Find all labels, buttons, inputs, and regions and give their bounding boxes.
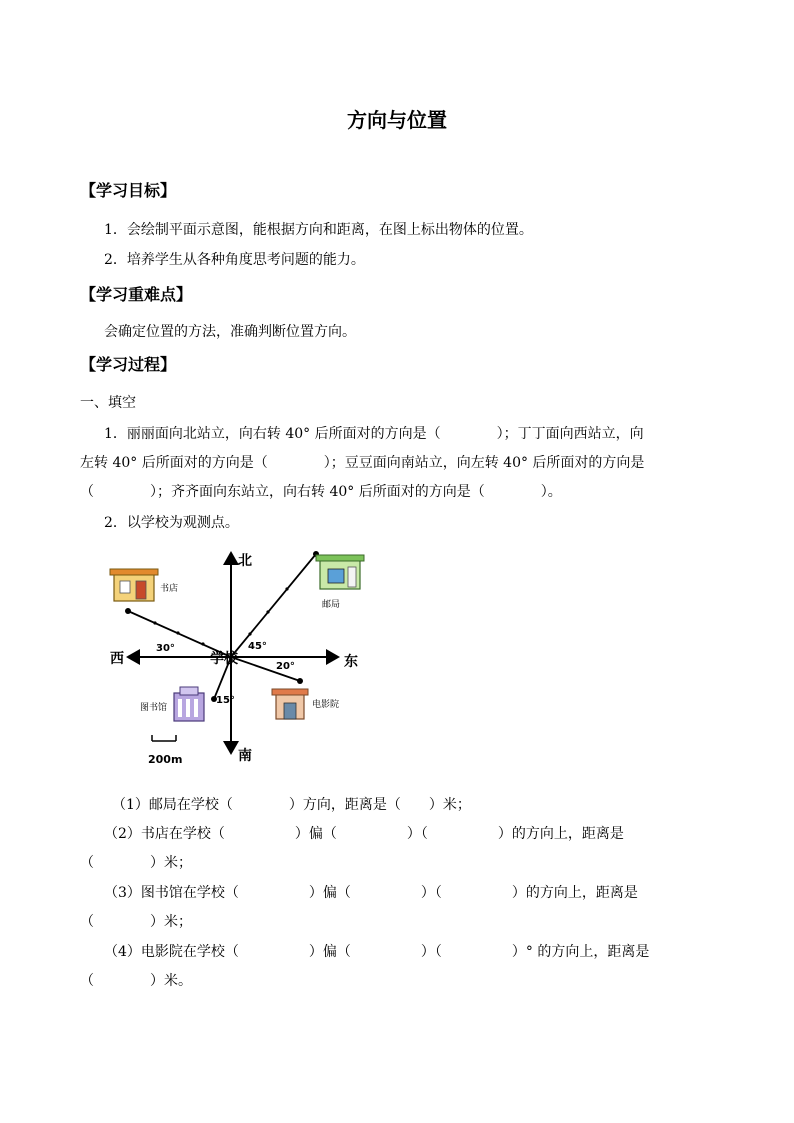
key-points-heading: 【学习重难点】 (80, 285, 193, 304)
process-heading: 【学习过程】 (80, 355, 177, 374)
angle-northeast: 45° (248, 641, 267, 652)
point-cinema (297, 678, 303, 684)
q1-line-1: 1．丽丽面向北站立，向右转 40° 后所面对的方向是（ ）；丁丁面向西站立，向 (104, 426, 644, 442)
tick-mark (248, 632, 251, 635)
cinema-icon (272, 689, 308, 719)
goals-heading: 【学习目标】 (80, 181, 177, 200)
key-points-text: 会确定位置的方法，准确判断位置方向。 (104, 324, 356, 340)
subq-4-line-2: （ ）米。 (80, 973, 192, 989)
label-west: 西 (110, 651, 124, 667)
bookstore-icon (110, 569, 158, 601)
ray-post-office (231, 554, 316, 657)
label-bookstore: 书店 (160, 584, 179, 594)
goal-item-1: 1．会绘制平面示意图，能根据方向和距离，在图上标出物体的位置。 (104, 222, 533, 238)
library-icon (174, 687, 204, 721)
label-school: 学校 (210, 651, 238, 667)
subq-4-line-1: （4）电影院在学校（ ）偏（ ）（ ）° 的方向上，距离是 (104, 944, 650, 960)
section-fill-blank: 一、填空 (80, 395, 136, 411)
angle-southwest: 15° (216, 695, 235, 706)
subq-2-line-2: （ ）米； (80, 855, 192, 871)
label-east: 东 (344, 654, 358, 670)
tick-mark (285, 587, 288, 590)
scale-bar (152, 735, 176, 741)
scale-label: 200m (148, 753, 183, 766)
label-library: 图书馆 (140, 703, 168, 713)
point-bookstore (125, 608, 131, 614)
q1-line-2: 左转 40° 后所面对的方向是（ ）；豆豆面向南站立，向左转 40° 后所面对的方向是 (80, 455, 645, 471)
subq-3-line-2: （ ）米； (80, 914, 192, 930)
q2-intro: 2．以学校为观测点。 (104, 515, 239, 531)
post-office-icon (316, 555, 364, 589)
label-post-office: 邮局 (322, 600, 341, 610)
page-title: 方向与位置 (347, 108, 447, 132)
label-north: 北 (238, 553, 252, 569)
label-cinema: 电影院 (312, 700, 340, 710)
angle-southeast: 20° (276, 661, 295, 672)
subq-3-line-1: （3）图书馆在学校（ ）偏（ ）（ ）的方向上，距离是 (104, 885, 638, 901)
tick-mark (201, 642, 204, 645)
tick-mark (153, 621, 156, 624)
q1-line-3: （ ）；齐齐面向东站立，向右转 40° 后所面对的方向是（ ）。 (80, 484, 562, 500)
angle-west: 30° (156, 643, 175, 654)
goal-item-2: 2．培养学生从各种角度思考问题的能力。 (104, 252, 365, 268)
subq-1: （1）邮局在学校（ ）方向，距离是（ ）米； (112, 797, 471, 813)
tick-mark (176, 631, 179, 634)
subq-2-line-1: （2）书店在学校（ ）偏（ ）（ ）的方向上，距离是 (104, 826, 624, 842)
direction-map (100, 545, 380, 775)
tick-mark (266, 610, 269, 613)
label-south: 南 (238, 748, 252, 764)
